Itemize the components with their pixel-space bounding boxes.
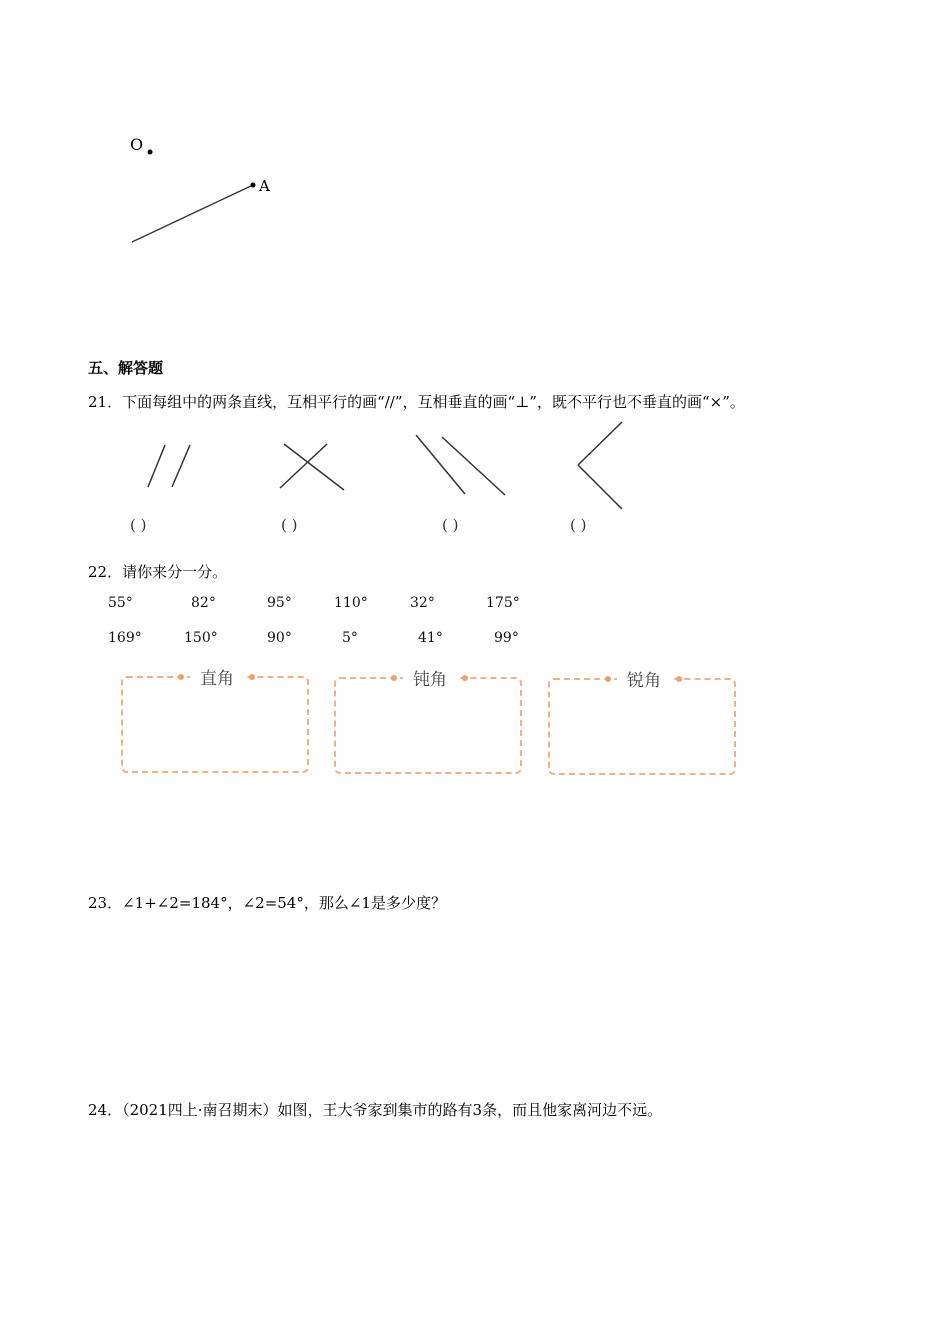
angle-value: 82°: [191, 595, 216, 611]
point-a: [251, 183, 256, 188]
pair2-line1: [280, 444, 327, 488]
angle-value: 95°: [267, 595, 292, 611]
box-dot: [391, 675, 397, 681]
q21-text: 21．下面每组中的两条直线，互相平行的画“//”，互相垂直的画“⊥”，既不平行也不垂直的画“×”。: [88, 393, 745, 411]
pair4-line1: [578, 422, 622, 465]
label-o: O: [130, 135, 144, 154]
angle-value: 169°: [108, 630, 142, 646]
q23-text: 23．∠1+∠2=184°，∠2=54°，那么∠1是多少度？: [88, 894, 446, 912]
pair3-line1: [416, 435, 465, 494]
obtuse-angle-box[interactable]: [334, 670, 522, 774]
angle-value: 5°: [342, 630, 358, 646]
angle-value: 32°: [410, 595, 435, 611]
box-label-right-angle: 直角: [190, 664, 244, 689]
q24-text: 24．（2021四上·南召期末）如图，王大爷家到集市的路有3条，而且他家离河边不远。: [88, 1101, 663, 1119]
box-label-acute-angle: 锐角: [617, 666, 671, 691]
angle-value: 175°: [486, 595, 520, 611]
pair1-line1: [148, 445, 165, 487]
pair4-line2: [578, 465, 622, 509]
point-o: [148, 150, 153, 155]
angle-value: 90°: [267, 630, 292, 646]
pair1-line2: [172, 445, 190, 487]
angle-value: 150°: [184, 630, 218, 646]
q21-blank-1[interactable]: ( ): [130, 516, 147, 534]
box-dot: [462, 675, 468, 681]
angle-value: 99°: [494, 630, 519, 646]
angle-value: 41°: [418, 630, 443, 646]
q22-text: 22．请你来分一分。: [88, 563, 228, 581]
q21-blank-2[interactable]: ( ): [281, 516, 298, 534]
pair3-line2: [442, 437, 505, 495]
q21-line-pairs: [130, 415, 650, 515]
right-angle-box[interactable]: [121, 669, 309, 773]
ray-figure: [120, 130, 300, 255]
box-dot: [178, 674, 184, 680]
angle-value: 110°: [334, 595, 368, 611]
label-a: A: [259, 177, 270, 195]
acute-angle-box[interactable]: [548, 671, 736, 775]
section-title: 五、解答题: [88, 359, 164, 377]
q21-blank-4[interactable]: ( ): [570, 516, 587, 534]
q20-figure: [120, 130, 300, 255]
angle-value: 55°: [108, 595, 133, 611]
box-dot: [605, 676, 611, 682]
pair2-line2: [284, 444, 344, 490]
ray-line: [132, 185, 253, 242]
box-dot: [676, 676, 682, 682]
q21-blank-3[interactable]: ( ): [442, 516, 459, 534]
box-dot: [249, 674, 255, 680]
box-label-obtuse-angle: 钝角: [403, 665, 457, 690]
